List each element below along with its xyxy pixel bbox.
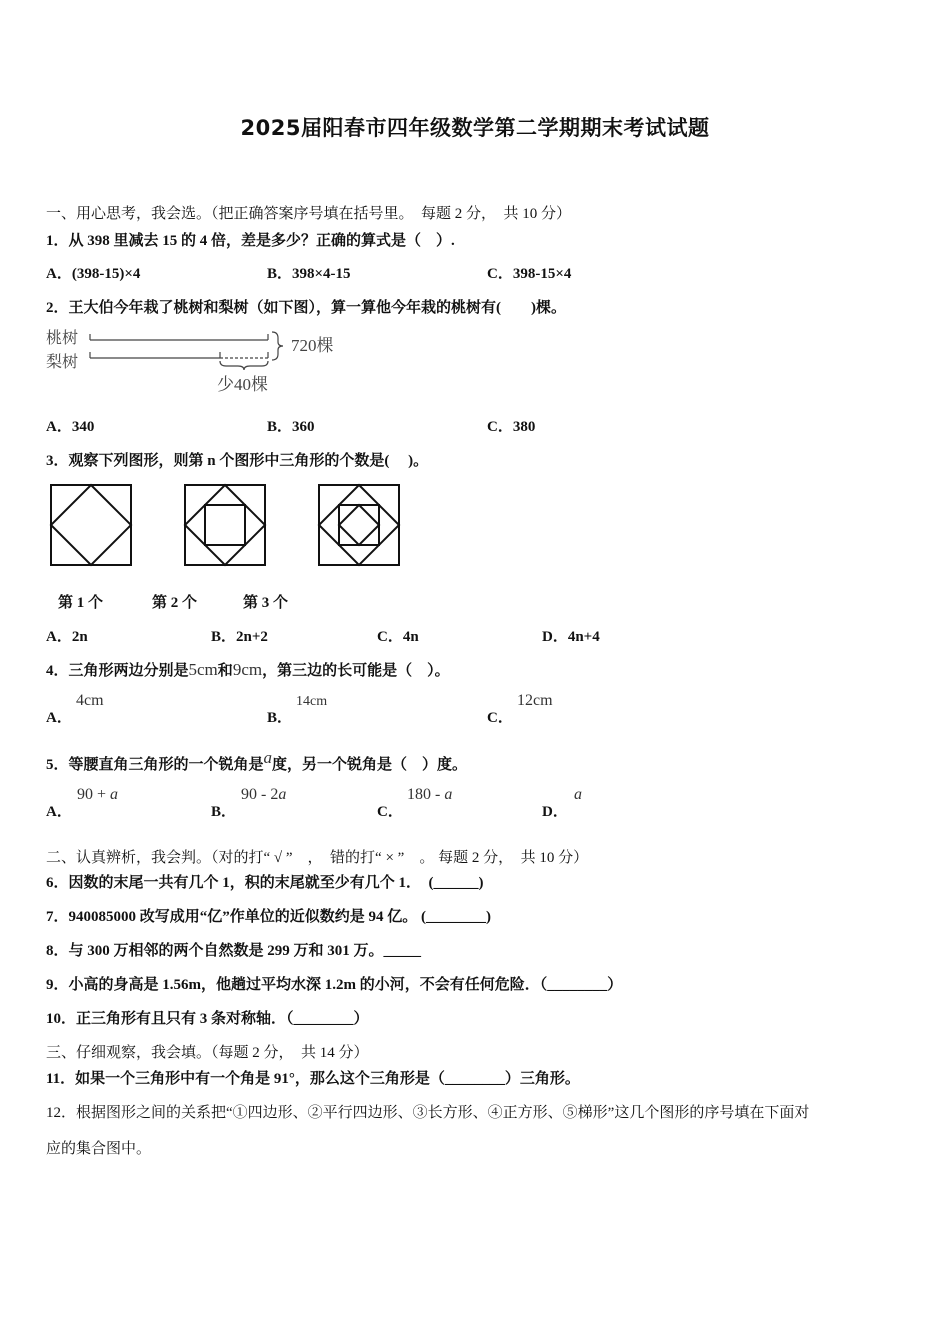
q4-mid: 和 [217, 663, 233, 679]
q2-pear-label: 梨树 [46, 354, 79, 371]
q4-option-a-letter: A． [46, 710, 72, 726]
q10-text: 10．正三角形有且只有 3 条对称轴．（________） [46, 1011, 369, 1027]
q9-text: 9．小高的身高是 1.56m，他趟过平均水深 1.2m 的小河，不会有任何危险．（________） [46, 977, 623, 993]
q5-option-c-num: 180 - [407, 786, 445, 803]
q3-text: 3．观察下列图形，则第 n 个图形中三角形的个数是( )。 [46, 453, 429, 469]
q5-option-b-var: a [278, 786, 287, 803]
q2-text: 2．王大伯今年栽了桃树和梨树（如下图），算一算他今年栽的桃树有( )棵。 [46, 300, 566, 316]
page-title: 2025届阳春市四年级数学第二学期期末考试试题 [240, 116, 710, 140]
q5-option-b-num: 90 - 2 [241, 786, 279, 803]
q5-option-d-var: a [574, 786, 582, 803]
q4-option-c-letter: C． [487, 710, 513, 726]
q1-text: 1．从 398 里减去 15 的 4 倍，差是多少？正确的算式是（ ）. [46, 233, 455, 249]
q4-suffix: ，第三边的长可能是（ ）。 [262, 663, 450, 679]
q3-figure-1 [50, 484, 132, 566]
q2-less-label: 少40棵 [217, 375, 268, 394]
q4-side2: 9cm [232, 660, 263, 679]
q5-option-a-value [77, 786, 118, 804]
q5-option-b-value [241, 786, 286, 804]
q2-option-b: B．360 [267, 419, 315, 435]
q5-option-d-letter: D． [542, 804, 568, 820]
q2-option-a: A．340 [46, 419, 95, 435]
q5-prefix: 5．等腰直角三角形的一个锐角是 [46, 757, 264, 773]
q4-option-c-value: 12cm [517, 692, 553, 709]
q7-text: 7．940085000 改写成用“亿”作单位的近似数约是 94 亿。 (________) [46, 909, 491, 925]
q3-option-d: D．4n+4 [542, 629, 600, 645]
q3-figure-2 [184, 484, 266, 566]
q3-option-c: C．4n [377, 629, 419, 645]
q1-option-b: B．398×4-15 [267, 266, 351, 282]
q4-prefix: 4．三角形两边分别是 [46, 663, 189, 679]
q5-option-a-var: a [110, 786, 119, 803]
q4-text [46, 659, 450, 680]
section2-header: 二、认真辨析，我会判。（对的打“ √ ” ， 错的打“ × ” 。 每题 2 分， 共 10 分） [46, 850, 589, 866]
q6-text: 6．因数的末尾一共有几个 1，积的末尾就至少有几个 1． (______) [46, 875, 484, 891]
q4-side1: 5cm [188, 660, 218, 679]
q5-option-a-letter: A． [46, 804, 72, 820]
q4-option-b-letter: B． [267, 710, 293, 726]
q2-peach-label: 桃树 [46, 330, 79, 347]
q3-caption-2: 第 2 个 [152, 595, 198, 611]
q3-option-b: B．2n+2 [211, 629, 268, 645]
q1-option-c: C．398-15×4 [487, 266, 572, 282]
q11-text: 11．如果一个三角形中有一个角是 91°，那么这个三角形是（________）三角形。 [46, 1071, 580, 1087]
q5-suffix: 度，另一个锐角是（ ）度。 [272, 757, 468, 773]
section1-header: 一、用心思考，我会选。（把正确答案序号填在括号里。 每题 2 分， 共 10 分） [46, 206, 572, 222]
q5-var: a [263, 748, 273, 767]
q12-line1: 12．根据图形之间的关系把“①四边形、②平行四边形、③长方形、④正方形、⑤梯形”这几个图形的序号填在下面对 [46, 1105, 810, 1121]
q5-option-c-var: a [444, 786, 453, 803]
q5-text [46, 748, 468, 774]
q5-option-a-num: 90 + [77, 786, 111, 803]
q1-option-a: A．(398-15)×4 [46, 266, 141, 282]
q8-text: 8．与 300 万相邻的两个自然数是 299 万和 301 万。_____ [46, 943, 422, 959]
section3-header: 三、仔细观察，我会填。（每题 2 分， 共 14 分） [46, 1045, 369, 1061]
q4-option-b-value: 14cm [296, 694, 328, 709]
q12-line2: 应的集合图中。 [46, 1141, 152, 1157]
q3-caption-1: 第 1 个 [58, 595, 104, 611]
q5-option-d-value [574, 786, 582, 804]
q4-option-a-value: 4cm [76, 692, 104, 709]
q2-total-label: 720棵 [291, 336, 334, 355]
q3-option-a: A．2n [46, 629, 88, 645]
q5-option-b-letter: B． [211, 804, 237, 820]
q2-option-c: C．380 [487, 419, 536, 435]
q3-caption-3: 第 3 个 [243, 595, 289, 611]
q5-option-c-value [407, 786, 452, 804]
q3-figure-3 [318, 484, 400, 566]
q5-option-c-letter: C． [377, 804, 403, 820]
